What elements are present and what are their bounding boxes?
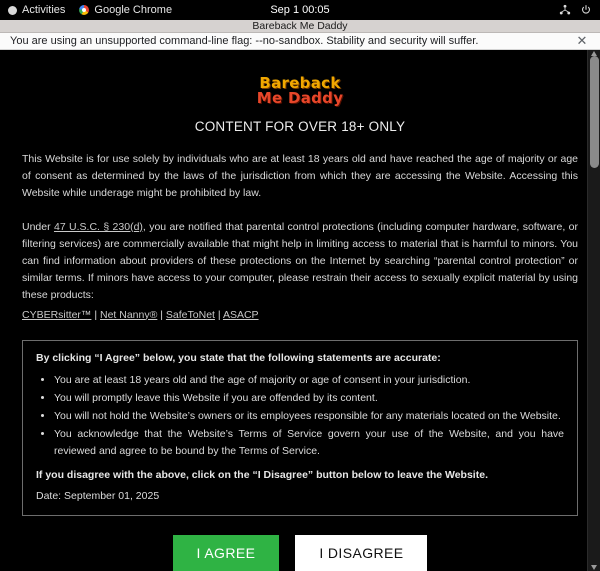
system-top-bar — [0, 0, 600, 20]
top-bar-left-group — [0, 4, 172, 16]
list-item: • You acknowledge that the Website’s Terms of Service govern your use of the Website, and you have reviewed and agree to be bound by the Terms of Service. — [54, 426, 564, 459]
page-scrollbar[interactable] — [587, 50, 600, 571]
safetonet-link[interactable]: SafeToNet — [165, 308, 215, 321]
activities-label: Activities — [22, 4, 66, 16]
site-logo — [22, 76, 578, 107]
window-title: Bareback Me Daddy — [252, 20, 348, 32]
network-icon — [559, 4, 571, 16]
agreement-box — [22, 340, 578, 516]
agreement-bullet-list — [54, 372, 564, 459]
disagree-note: If you disagree with the above, click on the “I Disagree” button below to leave the Website. — [36, 468, 488, 481]
parental-control-paragraph — [22, 219, 578, 304]
power-icon — [580, 4, 592, 16]
infobar-message: You are using an unsupported command-line flag: --no-sandbox. Stability and security will suffer. — [10, 35, 479, 47]
sep-2: | — [157, 308, 166, 321]
chrome-app-menu[interactable] — [79, 4, 172, 16]
chrome-app-label: Google Chrome — [94, 4, 173, 16]
list-item: • You are at least 18 years old and the age of majority or age of consent in your jurisdiction. — [54, 372, 564, 388]
sep-3: | — [214, 308, 223, 321]
action-button-row — [22, 535, 578, 571]
agreement-intro: By clicking “I Agree” below, you state that the following statements are accurate: — [36, 351, 441, 364]
age-disclaimer-paragraph: This Website is for use solely by individuals who are at least 18 years old and have reached the age of majority or age of consent as determined by the laws of the jurisdiction from which they are accessing the Website. Accessing this Website while underage might be prohibited by law. — [22, 152, 578, 199]
cybersitter-link[interactable]: CYBERsitter™ — [22, 308, 92, 321]
window-titlebar[interactable] — [0, 20, 600, 33]
list-item: • You will not hold the Website’s owners or its employees responsible for any materials located on the Website. — [54, 408, 564, 424]
parental-paragraph-post: , you are notified that parental control protections (including computer hardware, software, or filtering services) are commercially available that might help in limiting access to material that is harmful to minors. You can find information about providers of these protections on the Internet by searching “parental control protection” or similar terms. If minors have access to your computer, please restrain their access to sexually explicit material by using these products: — [22, 220, 579, 301]
clock[interactable]: Sep 1 00:05 — [270, 4, 330, 16]
site-logo-line2: Me Daddy — [256, 89, 344, 108]
scroll-down-icon[interactable] — [591, 565, 597, 570]
site-logo-line1: Bareback — [259, 74, 341, 92]
parental-paragraph-pre: Under — [22, 220, 54, 233]
page-title: CONTENT FOR OVER 18+ ONLY — [194, 118, 406, 134]
scrollbar-thumb[interactable] — [590, 56, 599, 168]
current-date: Date: September 01, 2025 — [36, 489, 160, 502]
unsupported-flag-infobar — [0, 33, 600, 50]
chrome-window — [0, 20, 600, 561]
sep-1: | — [91, 308, 100, 321]
chrome-icon — [79, 5, 89, 15]
age-verification-page — [0, 50, 600, 571]
activities-button[interactable] — [8, 4, 65, 16]
agree-button[interactable]: I AGREE — [173, 535, 280, 571]
close-icon[interactable]: ✕ — [576, 33, 588, 48]
net-nanny-link[interactable]: Net Nanny® — [100, 308, 158, 321]
disagree-button[interactable]: I DISAGREE — [295, 535, 427, 571]
list-item: • You will promptly leave this Website if you are offended by its content. — [54, 390, 564, 406]
usc-230d-link[interactable]: 47 U.S.C. § 230(d) — [53, 220, 143, 233]
page-viewport — [0, 50, 600, 571]
filter-links-line — [22, 307, 578, 324]
activities-dot-icon — [8, 6, 17, 15]
top-bar-status-area[interactable] — [559, 4, 600, 16]
asacp-link[interactable]: ASACP — [222, 308, 259, 321]
